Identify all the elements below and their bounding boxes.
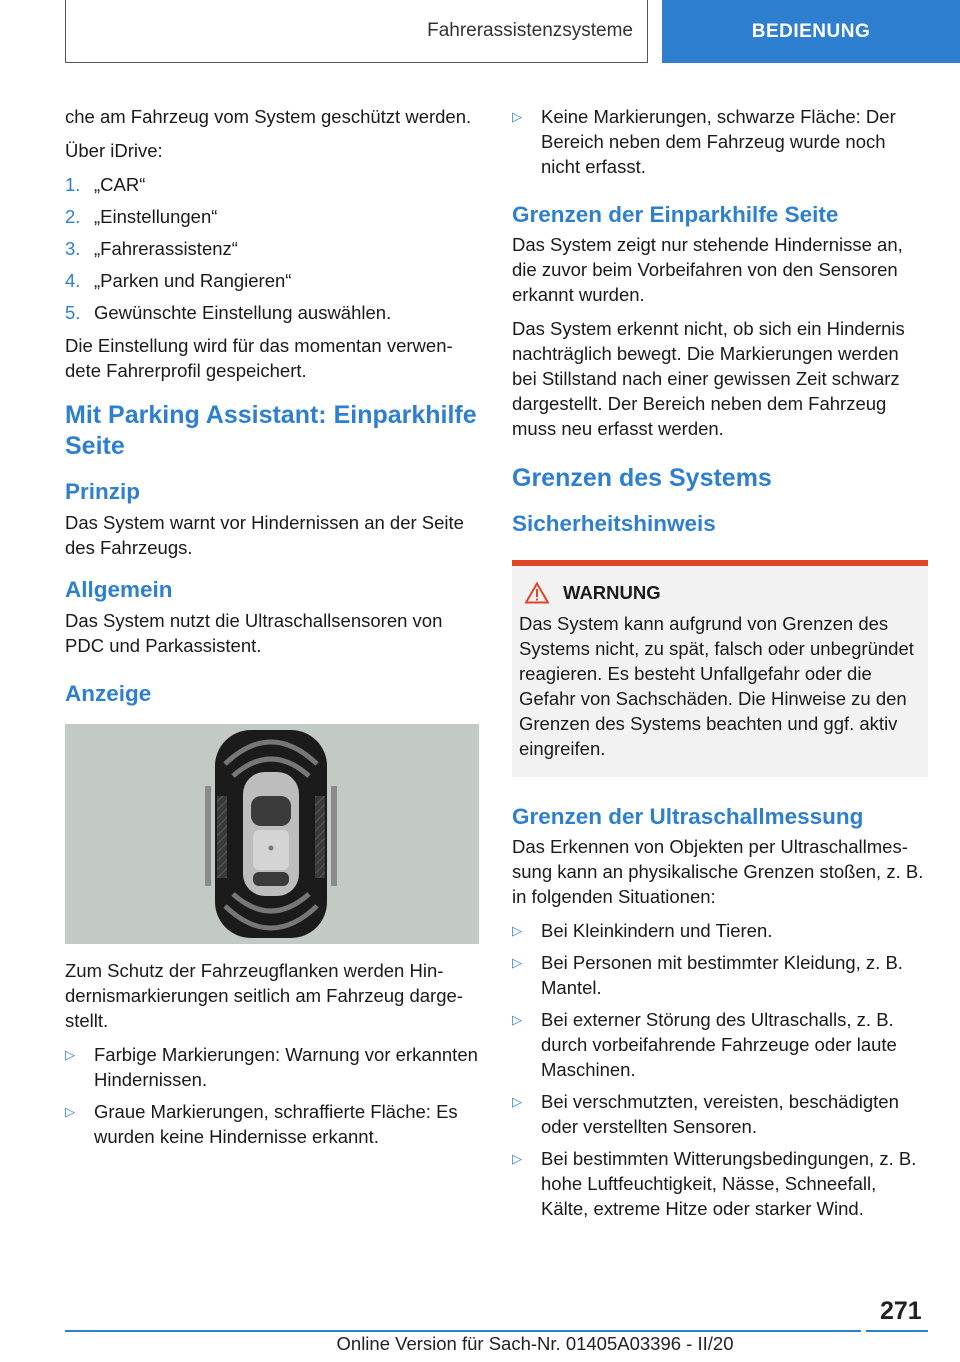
step-text: Gewünschte Einstellung auswählen. bbox=[94, 302, 392, 323]
warning-box bbox=[512, 566, 928, 777]
bullet-text: Bei Personen mit bestimmter Kleidung, z. B. Mantel. bbox=[541, 952, 903, 998]
step-text: „Parken und Rangieren“ bbox=[94, 270, 292, 291]
paragraph-schutz: Zum Schutz der Fahrzeugflanken werden Hindernismarkierungen seitlich am Fahrzeug dargestellt. bbox=[65, 960, 463, 1031]
heading-prinzip: Prinzip bbox=[65, 479, 141, 504]
step-number: 2. bbox=[65, 206, 81, 227]
triangle-bullet-icon: ▷ bbox=[512, 109, 522, 124]
step-item bbox=[65, 268, 479, 293]
car-top-view-graphic bbox=[65, 724, 479, 944]
chapter-title: Fahrerassistenzsysteme bbox=[427, 20, 633, 41]
bullet-item bbox=[65, 1099, 479, 1149]
chapter-tab bbox=[65, 0, 648, 63]
paragraph-idrive: Über iDrive: bbox=[65, 140, 163, 161]
triangle-bullet-icon: ▷ bbox=[512, 1094, 522, 1109]
paragraph-allgemein: Das System nutzt die Ultraschallsensoren von PDC und Parkassistent. bbox=[65, 610, 443, 656]
step-number: 4. bbox=[65, 270, 81, 291]
triangle-bullet-icon: ▷ bbox=[512, 955, 522, 970]
paragraph-ultraschall: Das Erkennen von Objekten per Ultraschallmessung kann an physikalische Grenzen stoßen, z. B. in folgenden Situationen: bbox=[512, 836, 924, 907]
bullet-item bbox=[512, 950, 928, 1000]
left-column bbox=[65, 104, 479, 1157]
bullet-item bbox=[65, 1042, 479, 1092]
bullet-list-markings bbox=[65, 1042, 479, 1149]
bullet-text: Keine Markierungen, schwarze Fläche: Der Bereich neben dem Fahrzeug wurde noch nicht erfasst. bbox=[541, 106, 896, 177]
bullet-text: Bei externer Störung des Ultraschalls, z. B. durch vorbeifahrende Fahrzeuge oder laute Maschinen. bbox=[541, 1009, 897, 1080]
heading-grenzen-systems: Grenzen des Systems bbox=[512, 464, 772, 492]
step-number: 3. bbox=[65, 238, 81, 259]
paragraph-prinzip: Das System warnt vor Hindernissen an der Seite des Fahrzeugs. bbox=[65, 512, 464, 558]
parking-display-illustration bbox=[65, 724, 479, 944]
step-item bbox=[65, 236, 479, 261]
triangle-bullet-icon: ▷ bbox=[512, 1151, 522, 1166]
bullet-text: Bei bestimmten Witterungsbedingungen, z. B. hohe Luftfeuchtigkeit, Nässe, Schneefall, Kälte, extreme Hitze oder starker Wind. bbox=[541, 1148, 917, 1219]
bullet-item bbox=[512, 1007, 928, 1082]
heading-parking-assistant: Mit Parking Assistant: Einparkhilfe Seite bbox=[65, 401, 477, 460]
step-text: „Fahrerassistenz“ bbox=[94, 238, 238, 259]
page-number: 271 bbox=[880, 1297, 922, 1325]
step-item bbox=[65, 172, 479, 197]
step-list bbox=[65, 172, 479, 325]
step-text: „CAR“ bbox=[94, 174, 146, 195]
warning-triangle-icon bbox=[525, 582, 563, 604]
paragraph-continued: che am Fahrzeug vom System geschützt werden. bbox=[65, 106, 472, 127]
section-title: BEDIENUNG bbox=[751, 20, 871, 42]
bullet-text: Bei Kleinkindern und Tieren. bbox=[541, 920, 773, 941]
heading-grenzen-seite: Grenzen der Einparkhilfe Seite bbox=[512, 202, 839, 227]
bullet-item bbox=[512, 1089, 928, 1139]
bullet-item bbox=[512, 1146, 928, 1221]
paragraph-seite-2: Das System erkennt nicht, ob sich ein Hindernis nachträglich bewegt. Die Markierungen werden bei Stillstand nach einer gewissen Zeit schwarz dargestellt. Der Bereich neben dem Fahrzeug muss neu erfasst werden. bbox=[512, 318, 905, 439]
footer-rule bbox=[65, 1330, 861, 1332]
triangle-bullet-icon: ▷ bbox=[512, 1012, 522, 1027]
footer-rule-right bbox=[866, 1330, 928, 1332]
bullet-list-situations bbox=[512, 918, 928, 1221]
right-column bbox=[512, 104, 928, 1229]
heading-allgemein: Allgemein bbox=[65, 577, 173, 602]
step-text: „Einstellungen“ bbox=[94, 206, 218, 227]
heading-sicherheitshinweis: Sicherheitshinweis bbox=[512, 511, 716, 536]
bullet-item bbox=[512, 918, 928, 943]
section-tab bbox=[662, 0, 960, 63]
step-item bbox=[65, 300, 479, 325]
bullet-text: Bei verschmutzten, vereisten, beschädigten oder verstellten Sensoren. bbox=[541, 1091, 899, 1137]
paragraph-saved: Die Einstellung wird für das momentan verwendete Fahrerprofil gespeichert. bbox=[65, 335, 453, 381]
bullet-text: Graue Markierungen, schraffierte Fläche: Es wurden keine Hindernisse erkannt. bbox=[94, 1101, 458, 1147]
paragraph-seite-1: Das System zeigt nur stehende Hindernisse an, die zuvor beim Vorbeifahren von den Sensoren erkannt wurden. bbox=[512, 234, 903, 305]
warning-text: Das System kann aufgrund von Grenzen des Systems nicht, zu spät, falsch oder unbegründet reagieren. Es besteht Unfallgefahr oder die Gefahr von Sachschäden. Die Hinweise zu den Grenzen des Systems beachten und ggf. aktiv eingreifen. bbox=[519, 613, 914, 759]
step-number: 1. bbox=[65, 174, 81, 195]
bullet-list-no-markings bbox=[512, 104, 928, 179]
triangle-bullet-icon: ▷ bbox=[512, 923, 522, 938]
heading-anzeige: Anzeige bbox=[65, 681, 152, 706]
triangle-bullet-icon: ▷ bbox=[65, 1104, 75, 1119]
step-item bbox=[65, 204, 479, 229]
warning-title: WARNUNG bbox=[563, 582, 661, 603]
triangle-bullet-icon: ▷ bbox=[65, 1047, 75, 1062]
bullet-item bbox=[512, 104, 928, 179]
step-number: 5. bbox=[65, 302, 81, 323]
heading-ultraschall: Grenzen der Ultraschallmessung bbox=[512, 804, 864, 829]
bullet-text: Farbige Markierungen: Warnung vor erkannten Hindernissen. bbox=[94, 1044, 478, 1090]
warning-title-row bbox=[525, 580, 921, 605]
footer-online-version: Online Version für Sach-Nr. 01405A03396 - II/20 bbox=[336, 1333, 734, 1354]
